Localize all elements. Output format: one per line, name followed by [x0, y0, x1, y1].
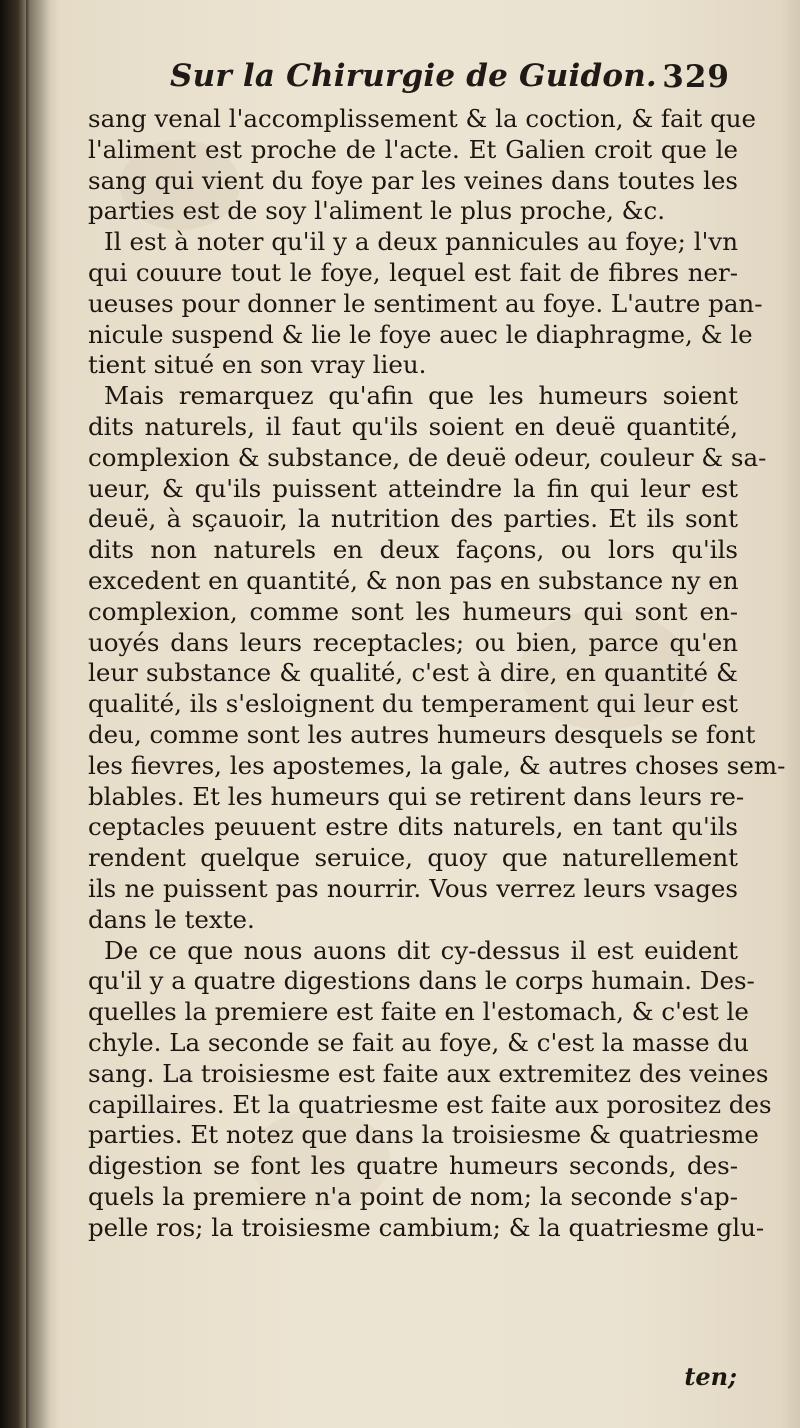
- page-number: 329: [662, 59, 730, 95]
- text-line-30: quelles la premiere est faite en l'estomach, & c'est le: [88, 997, 749, 1027]
- body-text: [88, 104, 786, 1243]
- text-line-13: ueur, & qu'ils puissent atteindre la fin qui leur est: [88, 473, 738, 503]
- text-line-15: dits non naturels en deux façons, ou lors qu'ils: [88, 535, 738, 565]
- text-line-5: Il est à noter qu'il y a deux pannicules au foye; l'vn: [104, 227, 738, 257]
- text-line-17: complexion, comme sont les humeurs qui sont en-: [88, 596, 738, 626]
- text-line-27: dans le texte.: [88, 904, 255, 934]
- text-line-22: les fievres, les apostemes, la gale, & autres choses sem-: [88, 750, 786, 780]
- text-line-31: chyle. La seconde se fait au foye, & c'est la masse du: [88, 1027, 749, 1057]
- text-line-3: sang qui vient du foye par les veines dans toutes les: [88, 165, 738, 195]
- text-line-33: capillaires. Et la quatriesme est faite aux porositez des: [88, 1089, 772, 1119]
- text-line-11: dits naturels, il faut qu'ils soient en deuë quantité,: [88, 411, 738, 441]
- text-line-2: l'aliment est proche de l'acte. Et Galien croit que le: [88, 134, 738, 164]
- gutter-shadow: [26, 0, 50, 1428]
- text-line-29: qu'il y a quatre digestions dans le corps humain. Des-: [88, 966, 755, 996]
- text-line-1: sang venal l'accomplissement & la coction, & fait que: [88, 104, 757, 133]
- text-line-9: tient situé en son vray lieu.: [88, 350, 427, 380]
- text-line-28: De ce que nous auons dit cy-dessus il est euident: [104, 935, 738, 965]
- text-line-14: deuë, à sçauoir, la nutrition des parties. Et ils sont: [88, 504, 738, 534]
- text-line-12: complexion & substance, de deuë odeur, couleur & sa-: [88, 442, 767, 472]
- text-line-37: pelle ros; la troisiesme cambium; & la quatriesme glu-: [88, 1212, 765, 1242]
- catchword: ten;: [684, 1362, 737, 1391]
- book-spine: [0, 0, 26, 1428]
- text-line-16: excedent en quantité, & non pas en substance ny en: [88, 565, 739, 595]
- running-head: Sur la Chirurgie de Guidon.: [170, 58, 657, 94]
- text-line-36: quels la premiere n'a point de nom; la seconde s'ap-: [88, 1181, 738, 1211]
- text-line-21: deu, comme sont les autres humeurs desquels se font: [88, 719, 756, 749]
- text-line-23: blables. Et les humeurs qui se retirent dans leurs re-: [88, 781, 745, 811]
- text-line-6: qui couure tout le foye, lequel est fait de fibres ner-: [88, 257, 738, 287]
- text-line-35: digestion se font les quatre humeurs seconds, des-: [88, 1151, 738, 1181]
- text-line-20: qualité, ils s'esloignent du temperament qui leur est: [88, 689, 738, 719]
- text-line-25: rendent quelque seruice, quoy que naturellement: [88, 843, 738, 873]
- text-line-8: nicule suspend & lie le foye auec le diaphragme, & le: [88, 319, 753, 349]
- text-line-10: Mais remarquez qu'afin que les humeurs soient: [104, 381, 738, 411]
- text-line-34: parties. Et notez que dans la troisiesme & quatriesme: [88, 1120, 759, 1150]
- text-line-26: ils ne puissent pas nourrir. Vous verrez leurs vsages: [88, 873, 738, 903]
- text-line-7: ueuses pour donner le sentiment au foye. L'autre pan-: [88, 288, 763, 318]
- text-line-19: leur substance & qualité, c'est à dire, en quantité &: [88, 658, 738, 688]
- text-line-32: sang. La troisiesme est faite aux extremitez des veines: [88, 1058, 769, 1088]
- text-line-4: parties est de soy l'aliment le plus proche, &c.: [88, 196, 665, 226]
- page-header: [170, 58, 730, 106]
- text-line-18: uoyés dans leurs receptacles; ou bien, parce qu'en: [88, 627, 738, 657]
- text-line-24: ceptacles peuuent estre dits naturels, en tant qu'ils: [88, 812, 738, 842]
